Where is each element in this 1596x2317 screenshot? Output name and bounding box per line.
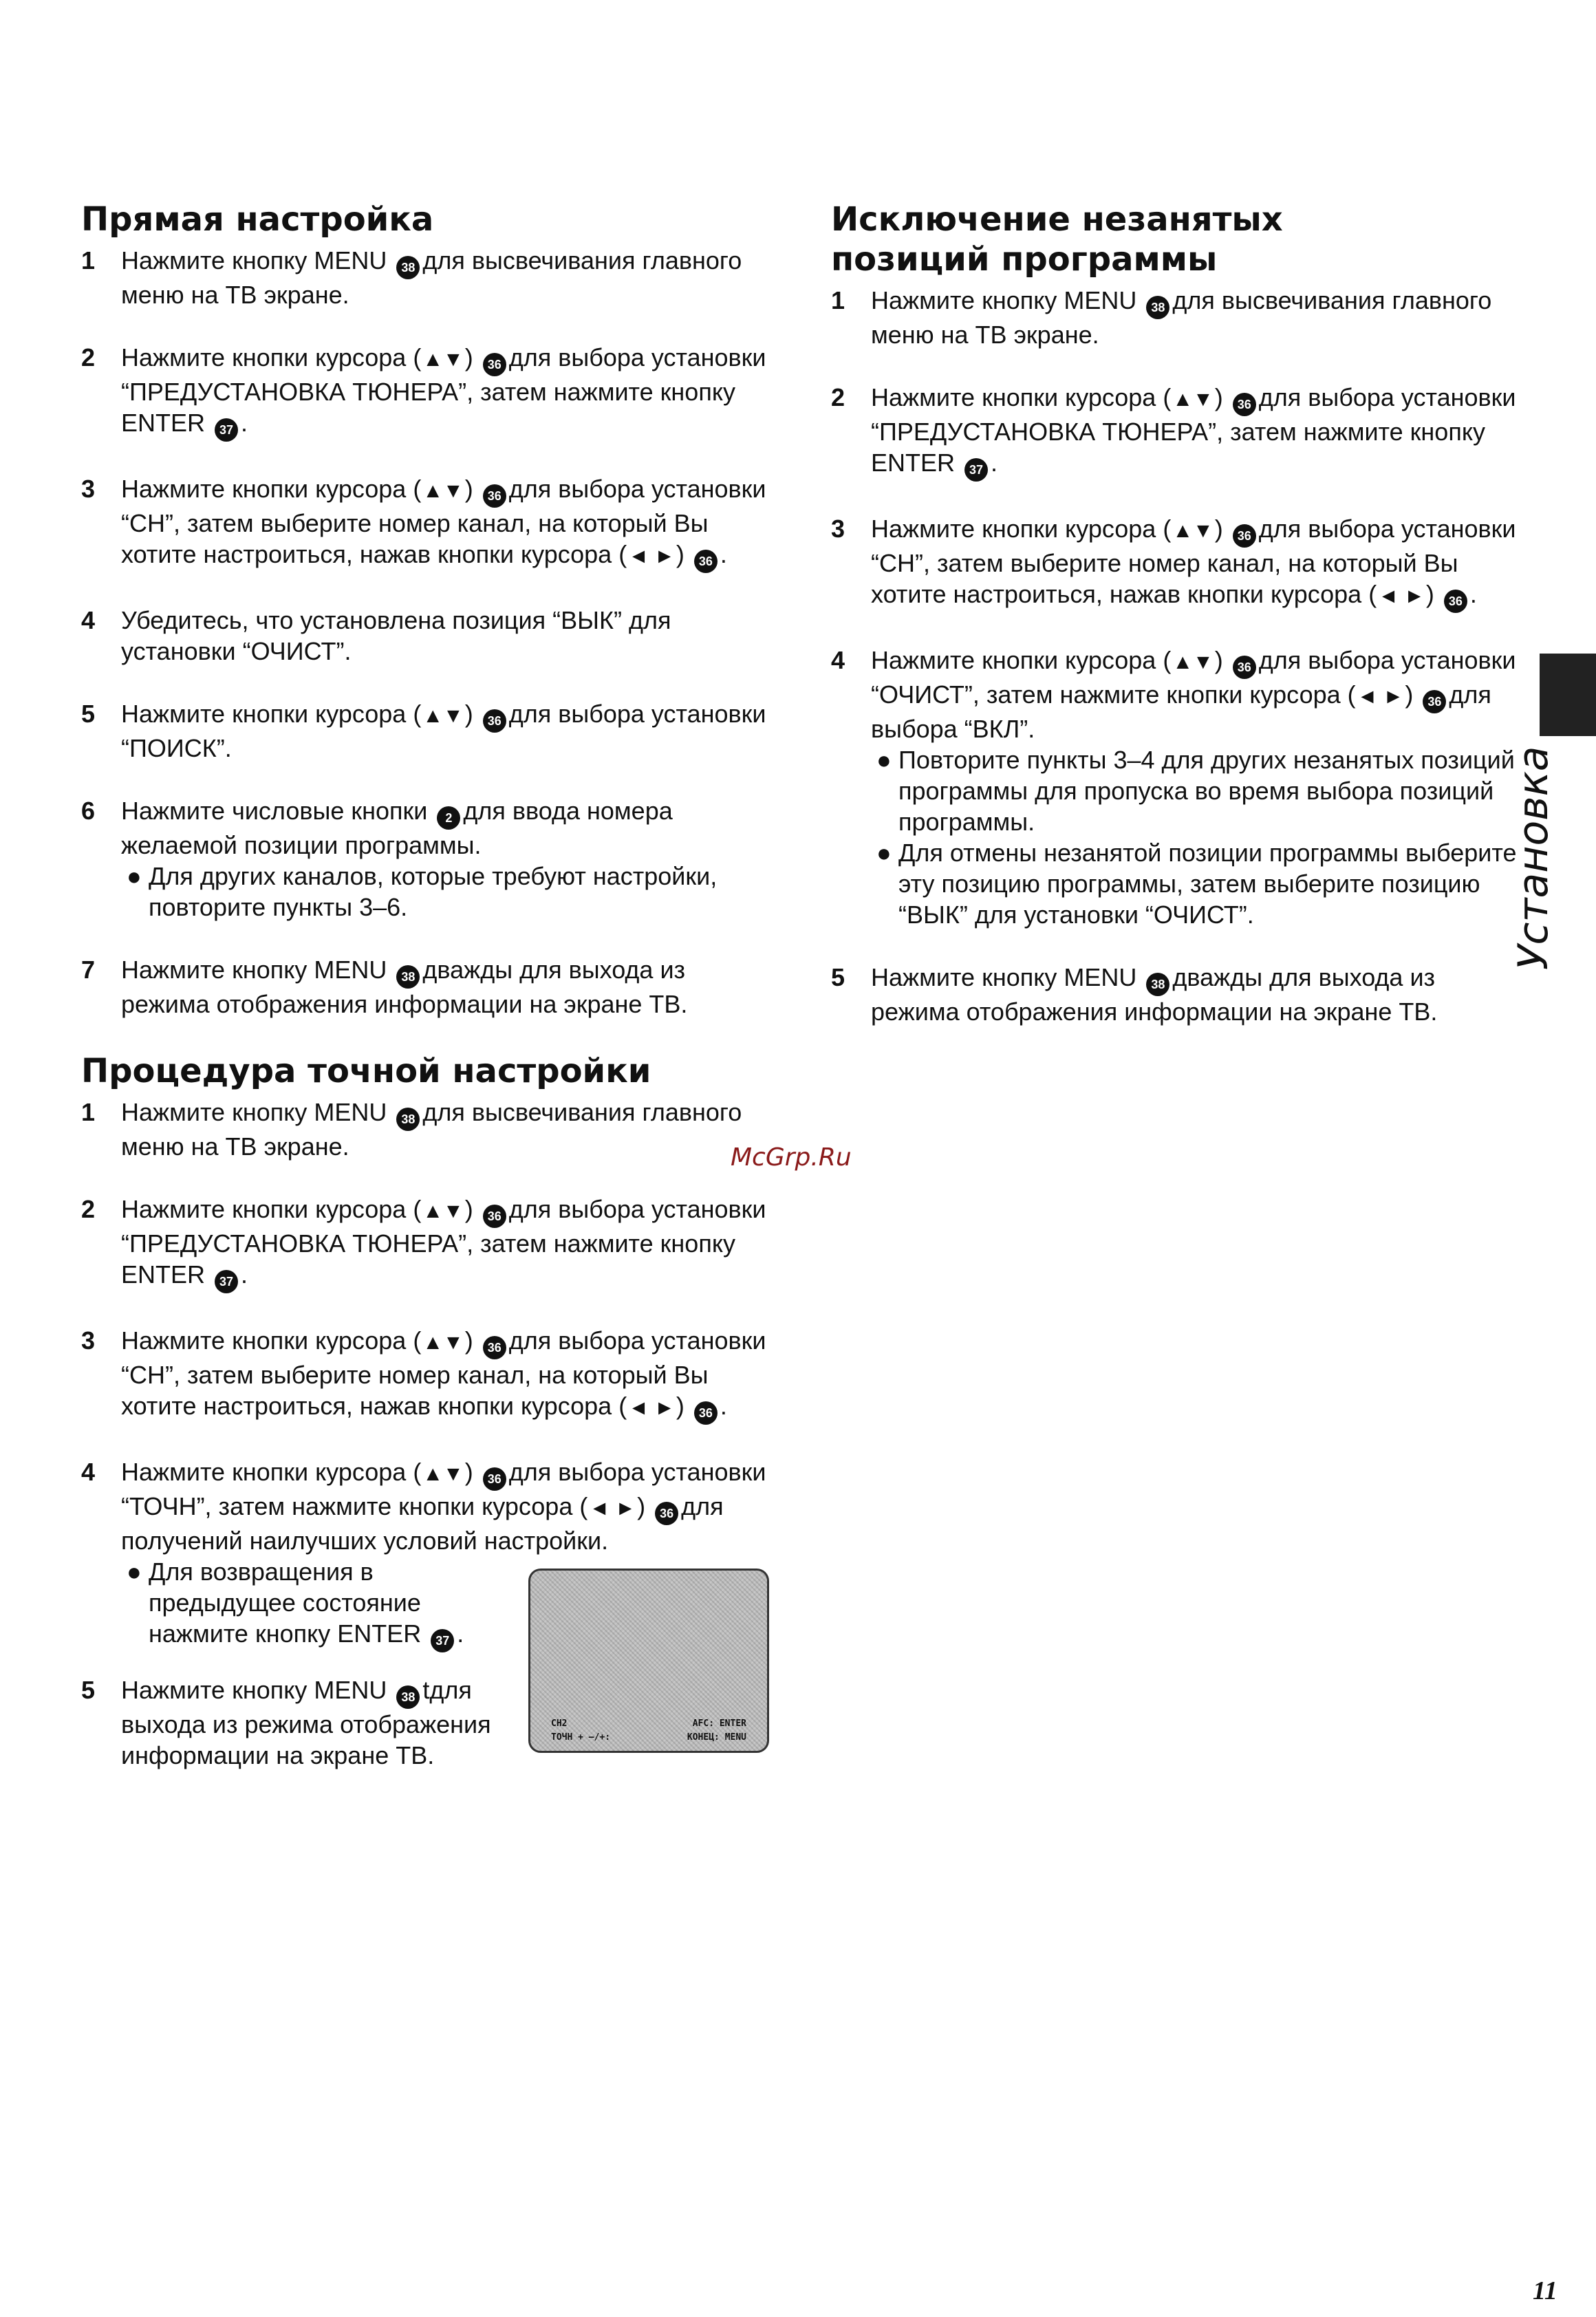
osd-end: КОНЕЦ: MENU — [687, 1732, 746, 1743]
step-4: 4 Убедитесь, что установлена позиция “ВЫК” для установки “ОЧИСТ”. — [81, 606, 671, 665]
tv-screen-illustration — [528, 1569, 769, 1753]
bullet-icon: ● — [127, 862, 142, 890]
cursor-key-icon: 36 — [483, 1467, 506, 1491]
step-5: 5 Нажмите кнопки курсора (▲▼) 36 для выбора установки “ПОИСК”. — [81, 700, 766, 762]
step-4: 4 Нажмите кнопки курсора (▲▼) 36 для выбора установки “ОЧИСТ”, затем нажмите кнопки курсора (◄ ►) 36 для выбора “ВКЛ”. ● Повторите пункты 3–4 для других незанятых позиций программы для пропуска во время выбора позиций программы. ● Для отмены незанятой позиции программы выберите эту позицию программы, затем выберите позицию “ВЫК” для установки “ОЧИСТ”. — [831, 645, 1519, 930]
step-5: 5 Нажмите кнопку MENU 38 tдля выхода из режима отображения информации на экране ТВ. — [81, 1676, 491, 1769]
left-right-arrows-icon: ◄ ► — [1357, 685, 1404, 708]
enter-key-icon: 37 — [215, 1270, 238, 1293]
step-1: 1 Нажмите кнопку MENU 38 для высвечивания главного меню на ТВ экране. — [81, 1098, 742, 1161]
cursor-key-icon: 36 — [483, 1205, 506, 1228]
watermark: McGrp.Ru — [731, 1143, 852, 1172]
cursor-key-icon: 36 — [1423, 690, 1446, 713]
enter-key-icon: 37 — [215, 418, 238, 442]
bullet-icon: ● — [876, 746, 892, 774]
menu-key-icon: 38 — [396, 256, 420, 279]
up-down-arrows-icon: ▲▼ — [1172, 519, 1214, 542]
left-right-arrows-icon: ◄ ► — [628, 1397, 675, 1419]
up-down-arrows-icon: ▲▼ — [422, 704, 464, 727]
bullet-item: ● Повторите пункты 3–4 для других незанятых позиций программы для пропуска во время выбора позиций программы. — [876, 746, 1515, 836]
number-key-icon: 2 — [437, 806, 460, 830]
up-down-arrows-icon: ▲▼ — [1172, 388, 1214, 411]
section-title: Прямая настройка — [81, 200, 434, 239]
cursor-key-icon: 36 — [483, 484, 506, 508]
step-6: 6 Нажмите числовые кнопки 2 для ввода номера желаемой позиции программы. ● Для других каналов, которые требуют настройки, повторите пункты 3–6. — [81, 795, 769, 923]
left-right-arrows-icon: ◄ ► — [1378, 585, 1425, 607]
side-section-label: Установка — [1509, 746, 1557, 970]
up-down-arrows-icon: ▲▼ — [422, 1331, 464, 1354]
step-5: 5 Нажмите кнопку MENU 38 дважды для выхода из режима отображения информации на экране ТВ. — [831, 963, 1438, 1026]
step-4: 4 Нажмите кнопки курсора (▲▼) 36 для выбора установки “ТОЧН”, затем нажмите кнопки курсора (◄ ►) 36 для получений наилучших условий настройки. ● Для возвращения в предыдущее состояние нажмите кнопку ENTER 37 . CH2 AFC: ENTER ТОЧН + –/+: КОНЕЦ: MENU — [81, 1456, 769, 1753]
up-down-arrows-icon: ▲▼ — [1172, 651, 1214, 673]
cursor-key-icon: 36 — [1233, 393, 1256, 416]
menu-key-icon: 38 — [1146, 296, 1169, 319]
cursor-key-icon: 36 — [1233, 524, 1256, 548]
up-down-arrows-icon: ▲▼ — [422, 1200, 464, 1222]
cursor-key-icon: 36 — [694, 1401, 718, 1425]
menu-key-icon: 38 — [396, 1108, 420, 1131]
step-3: 3 Нажмите кнопки курсора (▲▼) 36 для выбора установки “СН”, затем выберите номер канал, на который Вы хотите настроиться, нажав кнопки курсора (◄ ►) 36 . — [81, 473, 769, 573]
step-1: 1 Нажмите кнопку MENU 38 для высвечивания главного меню на ТВ экране. — [81, 246, 742, 309]
osd-fine: ТОЧН + –/+: — [551, 1732, 611, 1743]
left-right-arrows-icon: ◄ ► — [589, 1497, 636, 1520]
menu-key-icon: 38 — [1146, 973, 1169, 996]
right-column — [831, 200, 1519, 1059]
menu-key-icon: 38 — [396, 965, 420, 989]
step-7: 7 Нажмите кнопку MENU 38 дважды для выхода из режима отображения информации на экране ТВ. — [81, 956, 688, 1018]
step-2: 2 Нажмите кнопки курсора (▲▼) 36 для выбора установки “ПРЕДУСТАНОВКА ТЮНЕРА”, затем нажмите кнопку ENTER 37 . — [831, 382, 1519, 482]
cursor-key-icon: 36 — [694, 550, 718, 573]
cursor-key-icon: 36 — [655, 1502, 678, 1525]
enter-key-icon: 37 — [431, 1629, 454, 1652]
step-3: 3 Нажмите кнопки курсора (▲▼) 36 для выбора установки “СН”, затем выберите номер канал, на который Вы хотите настроиться, нажав кнопки курсора (◄ ►) 36 . — [81, 1325, 769, 1425]
up-down-arrows-icon: ▲▼ — [422, 479, 464, 502]
menu-key-icon: 38 — [396, 1685, 420, 1709]
left-right-arrows-icon: ◄ ► — [628, 545, 675, 568]
section-skip-positions — [831, 200, 1519, 1027]
step-2: 2 Нажмите кнопки курсора (▲▼) 36 для выбора установки “ПРЕДУСТАНОВКА ТЮНЕРА”, затем нажмите кнопку ENTER 37 . — [81, 1194, 769, 1293]
cursor-key-icon: 36 — [1444, 590, 1467, 613]
cursor-key-icon: 36 — [483, 353, 506, 376]
up-down-arrows-icon: ▲▼ — [422, 348, 464, 371]
osd-channel: CH2 — [551, 1718, 568, 1729]
page-number: 11 — [1533, 2276, 1557, 2305]
side-tab-marker — [1540, 654, 1596, 736]
section-direct-tuning — [81, 200, 769, 1020]
cursor-key-icon: 36 — [1233, 656, 1256, 679]
section-fine-tuning — [81, 1051, 769, 1771]
bullet-item: ● Для других каналов, которые требуют настройки, повторите пункты 3–6. — [127, 862, 718, 921]
up-down-arrows-icon: ▲▼ — [422, 1463, 464, 1485]
step-1: 1 Нажмите кнопку MENU 38 для высвечивания главного меню на ТВ экране. — [831, 286, 1492, 349]
section-title: Процедура точной настройки — [81, 1052, 651, 1090]
bullet-icon: ● — [876, 839, 892, 867]
enter-key-icon: 37 — [964, 458, 988, 482]
bullet-item: ● Для возвращения в предыдущее состояние нажмите кнопку ENTER 37 . — [127, 1556, 509, 1652]
left-column — [81, 200, 769, 1802]
osd-afc: AFC: ENTER — [692, 1718, 746, 1729]
cursor-key-icon: 36 — [483, 1336, 506, 1359]
section-title: Исключение незанятых позиций программы — [831, 200, 1283, 279]
bullet-icon: ● — [127, 1558, 142, 1586]
bullet-item: ● Для отмены незанятой позиции программы выберите эту позицию программы, затем выберите позицию “ВЫК” для установки “ОЧИСТ”. — [876, 839, 1517, 929]
step-2: 2 Нажмите кнопки курсора (▲▼) 36 для выбора установки “ПРЕДУСТАНОВКА ТЮНЕРА”, затем нажмите кнопку ENTER 37 . — [81, 342, 769, 442]
step-3: 3 Нажмите кнопки курсора (▲▼) 36 для выбора установки “СН”, затем выберите номер канал, на который Вы хотите настроиться, нажав кнопки курсора (◄ ►) 36 . — [831, 513, 1519, 613]
cursor-key-icon: 36 — [483, 709, 506, 733]
